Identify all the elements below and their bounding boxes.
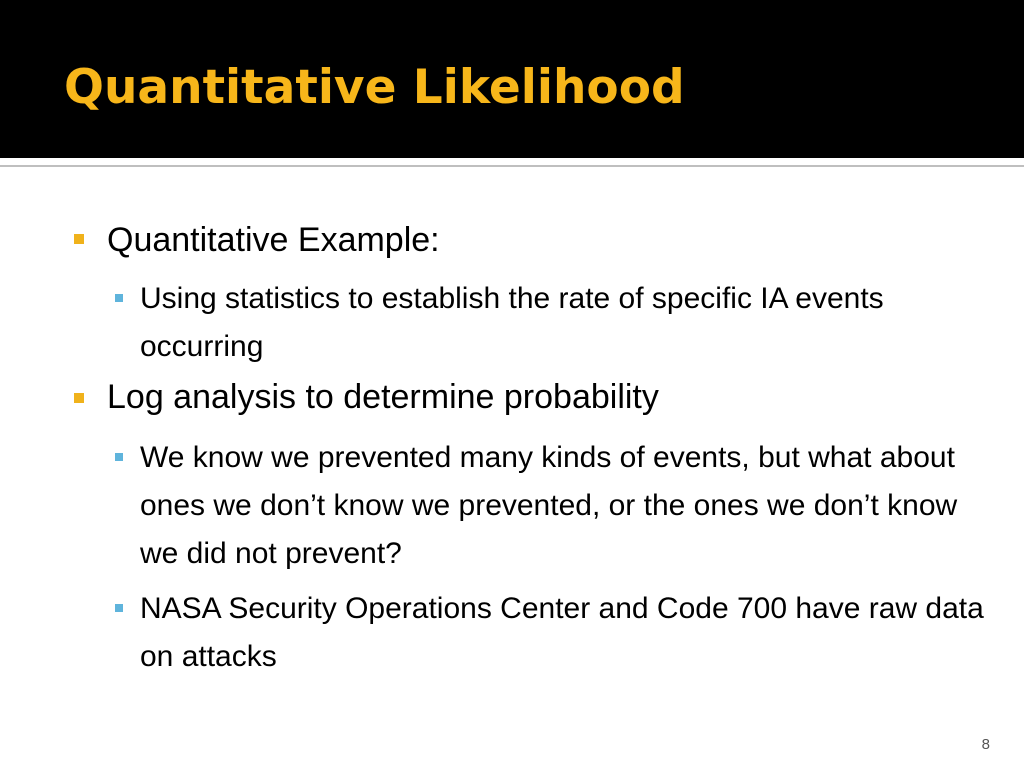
bullet-level1-item: Log analysis to determine probability — [107, 378, 659, 416]
bullet-level2-item: We know we prevented many kinds of events, but what about ones we don’t know we prevented, or the ones we don’t know we did not prevent? — [140, 441, 958, 570]
bullet-level2-item: NASA Security Operations Center and Code 700 have raw data on attacks — [140, 592, 984, 673]
bullet-square-icon — [115, 294, 123, 302]
slide-title: Quantitative Likelihood — [64, 60, 685, 115]
bullet-level2-item: Using statistics to establish the rate of specific IA events occurring — [140, 282, 884, 363]
bullet-square-icon — [74, 234, 84, 244]
bullet-square-icon — [115, 604, 123, 612]
page-number: 8 — [981, 736, 990, 753]
bullet-square-icon — [115, 453, 123, 461]
bullet-level1-item: Quantitative Example: — [107, 221, 440, 259]
bullet-square-icon — [74, 393, 84, 403]
